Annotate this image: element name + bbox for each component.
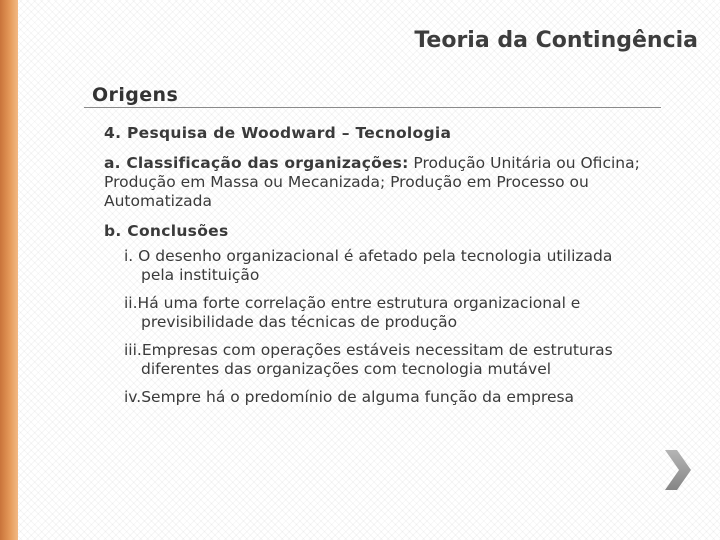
- list-item: i. O desenho organizacional é afetado pela tecnologia utilizada pela instituição: [124, 247, 613, 284]
- conclusions-heading: b. Conclusões: [104, 222, 229, 240]
- list-item: ii.Há uma forte correlação entre estrutura organizacional e previsibilidade das técnicas de produção: [124, 294, 581, 331]
- slide-content: [104, 124, 664, 416]
- classification-text: Produção Unitária ou Oficina; Produção em Massa ou Mecanizada; Produção em Processo ou Automatizada: [104, 154, 640, 210]
- slide-title: Teoria da Contingência: [414, 28, 698, 53]
- conclusions-block: [104, 222, 664, 407]
- classification-label: a. Classificação das organizações:: [104, 154, 409, 172]
- chevron-right-icon[interactable]: [660, 446, 698, 494]
- section-divider: [84, 107, 661, 108]
- list-item: iii.Empresas com operações estáveis necessitam de estruturas diferentes das organizações com tecnologia mutável: [124, 341, 613, 378]
- decorative-side-bar: [0, 0, 18, 540]
- item-heading: 4. Pesquisa de Woodward – Tecnologia: [104, 124, 452, 142]
- section-heading: Origens: [92, 84, 179, 106]
- conclusions-list: [104, 247, 624, 407]
- classification-paragraph: [104, 154, 664, 211]
- list-item: iv.Sempre há o predomínio de alguma função da empresa: [124, 388, 575, 406]
